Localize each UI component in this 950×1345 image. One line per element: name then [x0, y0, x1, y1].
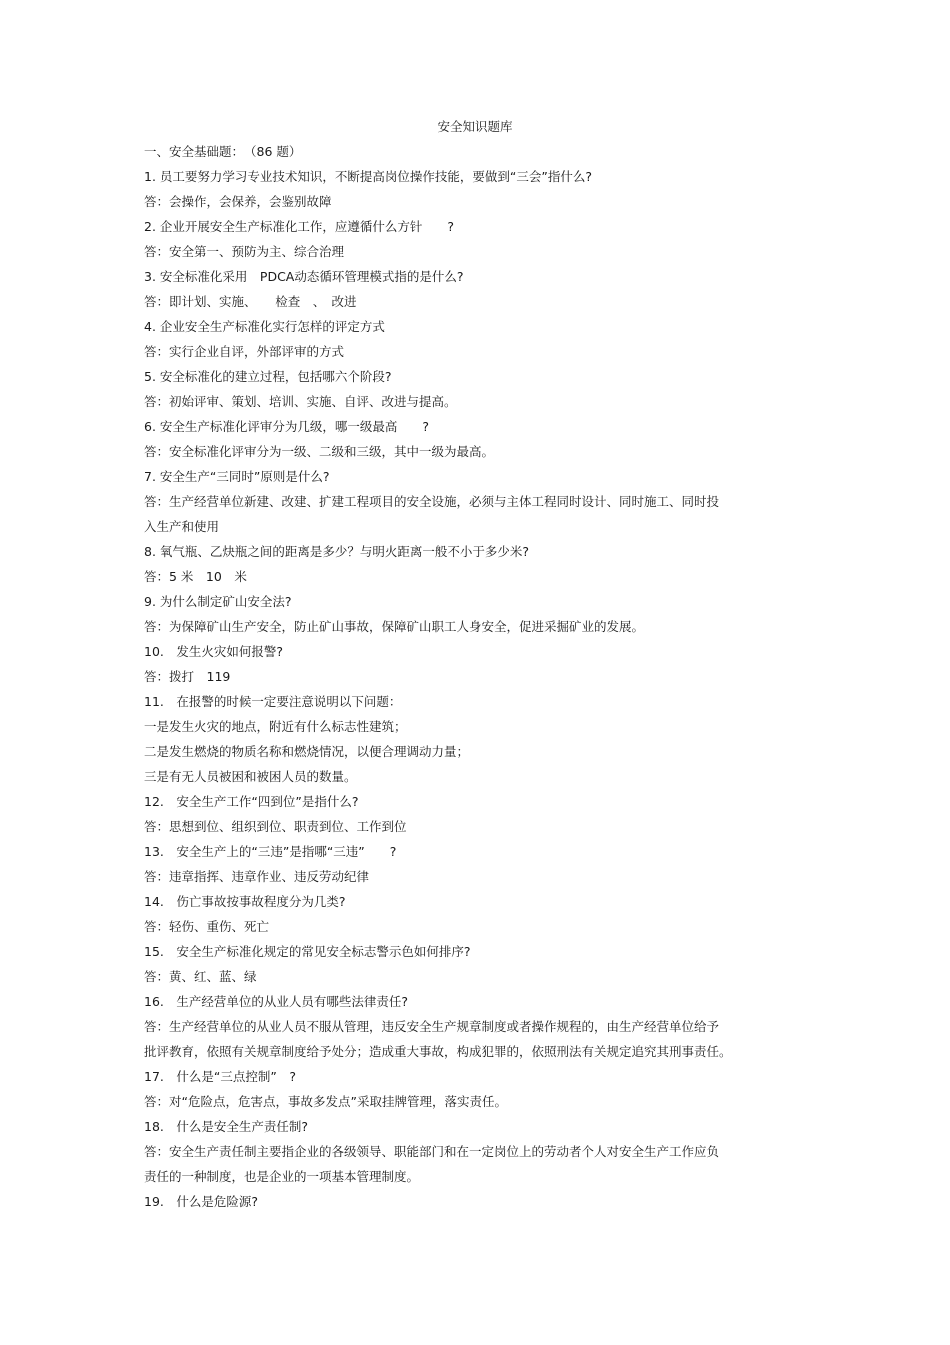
- question-line: 3. 安全标准化采用 PDCA动态循环管理模式指的是什么?: [144, 269, 464, 284]
- answer-line: 答：会操作，会保养，会鉴别故障: [144, 194, 332, 209]
- question-line: 14. 伤亡事故按事故程度分为几类?: [144, 894, 346, 909]
- document-body: [144, 142, 754, 1217]
- answer-line: 答：生产经营单位新建、改建、扩建工程项目的安全设施，必须与主体工程同时设计、同时施工、同时投: [144, 494, 720, 509]
- answer-line: 答：黄、红、蓝、绿: [144, 969, 257, 984]
- answer-line: 答：初始评审、策划、培训、实施、自评、改进与提高。: [144, 394, 457, 409]
- answer-line: 答：对“危险点，危害点，事故多发点”采取挂牌管理，落实责任。: [144, 1094, 507, 1109]
- question-line: 6. 安全生产标准化评审分为几级，哪一级最高 ?: [144, 419, 430, 434]
- question-line: 8. 氧气瓶、乙炔瓶之间的距离是多少？与明火距离一般不小于多少米?: [144, 544, 530, 559]
- answer-line: 答：轻伤、重伤、死亡: [144, 919, 270, 934]
- answer-item-line: 二是发生燃烧的物质名称和燃烧情况，以便合理调动力量；: [144, 744, 470, 759]
- question-line: 5. 安全标准化的建立过程，包括哪六个阶段?: [144, 369, 392, 384]
- question-line: 15. 安全生产标准化规定的常见安全标志警示色如何排序?: [144, 944, 471, 959]
- answer-line: 答：安全第一、预防为主、综合治理: [144, 244, 345, 259]
- answer-line: 答：生产经营单位的从业人员不服从管理，违反安全生产规章制度或者操作规程的，由生产经营单位给予: [144, 1019, 720, 1034]
- document-title: 安全知识题库: [437, 119, 513, 134]
- answer-item-line: 一是发生火灾的地点，附近有什么标志性建筑；: [144, 719, 407, 734]
- answer-line-continued: 入生产和使用: [144, 519, 220, 534]
- answer-line: 答：安全生产责任制主要指企业的各级领导、职能部门和在一定岗位上的劳动者个人对安全生产工作应负: [144, 1144, 720, 1159]
- question-line: 17. 什么是“三点控制” ?: [144, 1069, 296, 1084]
- answer-line-continued: 责任的一种制度，也是企业的一项基本管理制度。: [144, 1169, 420, 1184]
- question-line: 1. 员工要努力学习专业技术知识，不断提高岗位操作技能，要做到“三会”指什么?: [144, 169, 592, 184]
- answer-line: 答：即计划、实施、 检查 、 改进: [144, 294, 357, 309]
- answer-line: 答：5 米 10 米: [144, 569, 247, 584]
- question-line: 16. 生产经营单位的从业人员有哪些法律责任?: [144, 994, 409, 1009]
- question-line: 11. 在报警的时候一定要注意说明以下问题：: [144, 694, 402, 709]
- answer-line: 答：安全标准化评审分为一级、二级和三级，其中一级为最高。: [144, 444, 495, 459]
- question-line: 13. 安全生产上的“三违”是指哪“三违” ?: [144, 844, 397, 859]
- answer-line: 答：为保障矿山生产安全，防止矿山事故，保障矿山职工人身安全，促进采掘矿业的发展。: [144, 619, 645, 634]
- answer-line: 答：违章指挥、违章作业、违反劳动纪律: [144, 869, 370, 884]
- question-line: 12. 安全生产工作“四到位”是指什么?: [144, 794, 359, 809]
- answer-line: 答：思想到位、组织到位、职责到位、工作到位: [144, 819, 407, 834]
- question-line: 19. 什么是危险源?: [144, 1194, 259, 1209]
- answer-line: 答：拨打 119: [144, 669, 231, 684]
- question-line: 2. 企业开展安全生产标准化工作，应遵循什么方针 ?: [144, 219, 455, 234]
- question-line: 18. 什么是安全生产责任制?: [144, 1119, 309, 1134]
- question-line: 7. 安全生产“三同时”原则是什么?: [144, 469, 330, 484]
- answer-line-continued: 批评教育，依照有关规章制度给予处分；造成重大事故，构成犯罪的，依照刑法有关规定追究其刑事责任。: [144, 1044, 732, 1059]
- answer-item-line: 三是有无人员被困和被困人员的数量。: [144, 769, 357, 784]
- section-heading: 一、安全基础题： （86 题）: [144, 144, 302, 159]
- answer-line: 答：实行企业自评，外部评审的方式: [144, 344, 345, 359]
- question-line: 10. 发生火灾如何报警?: [144, 644, 284, 659]
- question-line: 9. 为什么制定矿山安全法?: [144, 594, 292, 609]
- question-line: 4. 企业安全生产标准化实行怎样的评定方式: [144, 319, 385, 334]
